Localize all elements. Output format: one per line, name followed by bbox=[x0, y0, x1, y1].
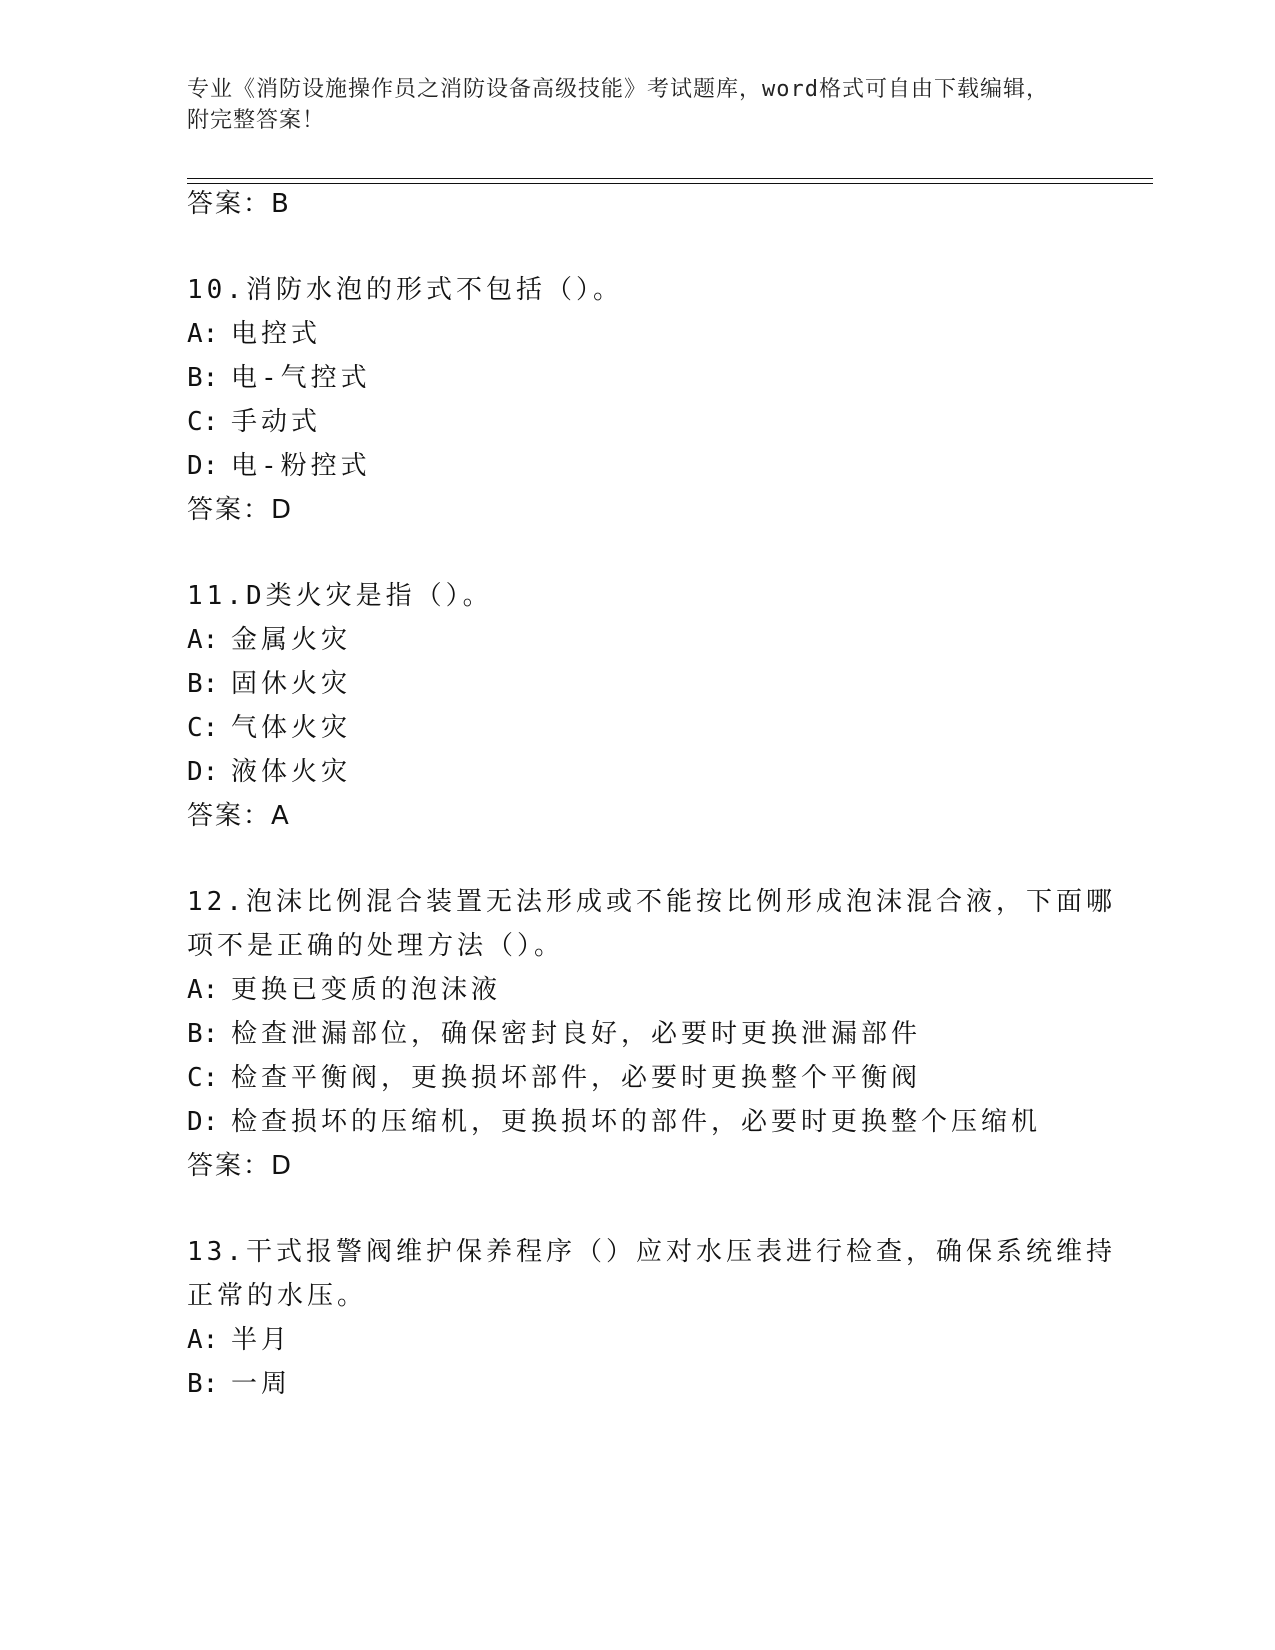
option-label: C: bbox=[187, 713, 219, 743]
option-b bbox=[187, 1018, 921, 1050]
header-divider-top bbox=[187, 178, 1153, 179]
option-text: 一周 bbox=[231, 1369, 292, 1399]
option-c bbox=[187, 712, 351, 744]
answer-line: 答案：B bbox=[187, 189, 291, 219]
option-d bbox=[187, 756, 351, 788]
option-label: D: bbox=[187, 757, 219, 787]
option-a bbox=[187, 318, 321, 350]
option-label: B: bbox=[187, 363, 219, 393]
option-label: A: bbox=[187, 319, 219, 349]
option-text: 气体火灾 bbox=[231, 713, 352, 743]
question-stem: 10.消防水泡的形式不包括（）。 bbox=[187, 275, 623, 305]
answer-line: 答案：D bbox=[187, 495, 294, 525]
option-b bbox=[187, 362, 371, 394]
option-label: D: bbox=[187, 451, 219, 481]
option-c bbox=[187, 406, 321, 438]
option-label: D: bbox=[187, 1107, 219, 1137]
option-text: 更换已变质的泡沫液 bbox=[231, 975, 502, 1005]
option-a bbox=[187, 1324, 291, 1356]
answer-line: 答案：A bbox=[187, 801, 291, 831]
option-text: 液体火灾 bbox=[231, 757, 352, 787]
option-label: B: bbox=[187, 669, 219, 699]
question-stem: 12.泡沫比例混合装置无法形成或不能按比例形成泡沫混合液，下面哪 bbox=[187, 887, 1116, 917]
option-text: 手动式 bbox=[231, 407, 322, 437]
option-label: A: bbox=[187, 975, 219, 1005]
document-header: 专业《消防设施操作员之消防设备高级技能》考试题库，word格式可自由下载编辑，附完整答案！ bbox=[187, 77, 1049, 133]
option-label: B: bbox=[187, 1019, 219, 1049]
option-b bbox=[187, 668, 351, 700]
option-text: 检查损坏的压缩机，更换损坏的部件，必要时更换整个压缩机 bbox=[231, 1107, 1042, 1137]
option-label: A: bbox=[187, 1325, 219, 1355]
option-label: C: bbox=[187, 407, 219, 437]
option-a bbox=[187, 974, 501, 1006]
header-divider-bottom bbox=[187, 183, 1153, 184]
option-label: A: bbox=[187, 625, 219, 655]
option-c bbox=[187, 1062, 921, 1094]
option-text: 金属火灾 bbox=[231, 625, 352, 655]
option-b bbox=[187, 1368, 291, 1400]
question-stem: 11.D类火灾是指（）。 bbox=[187, 581, 493, 611]
question-stem: 13.干式报警阀维护保养程序（）应对水压表进行检查，确保系统维持 bbox=[187, 1237, 1116, 1267]
option-text: 半月 bbox=[231, 1325, 292, 1355]
option-text: 电-气控式 bbox=[231, 363, 371, 393]
option-d bbox=[187, 450, 371, 482]
answer-line: 答案：D bbox=[187, 1151, 294, 1181]
option-text: 检查平衡阀，更换损坏部件，必要时更换整个平衡阀 bbox=[231, 1063, 922, 1093]
question-stem-continued: 正常的水压。 bbox=[187, 1281, 368, 1311]
option-text: 固休火灾 bbox=[231, 669, 352, 699]
option-text: 电控式 bbox=[231, 319, 322, 349]
option-text: 电-粉控式 bbox=[231, 451, 371, 481]
option-label: C: bbox=[187, 1063, 219, 1093]
option-a bbox=[187, 624, 351, 656]
question-stem-continued: 项不是正确的处理方法（）。 bbox=[187, 931, 565, 961]
option-d bbox=[187, 1106, 1041, 1138]
option-label: B: bbox=[187, 1369, 219, 1399]
option-text: 检查泄漏部位，确保密封良好，必要时更换泄漏部件 bbox=[231, 1019, 922, 1049]
